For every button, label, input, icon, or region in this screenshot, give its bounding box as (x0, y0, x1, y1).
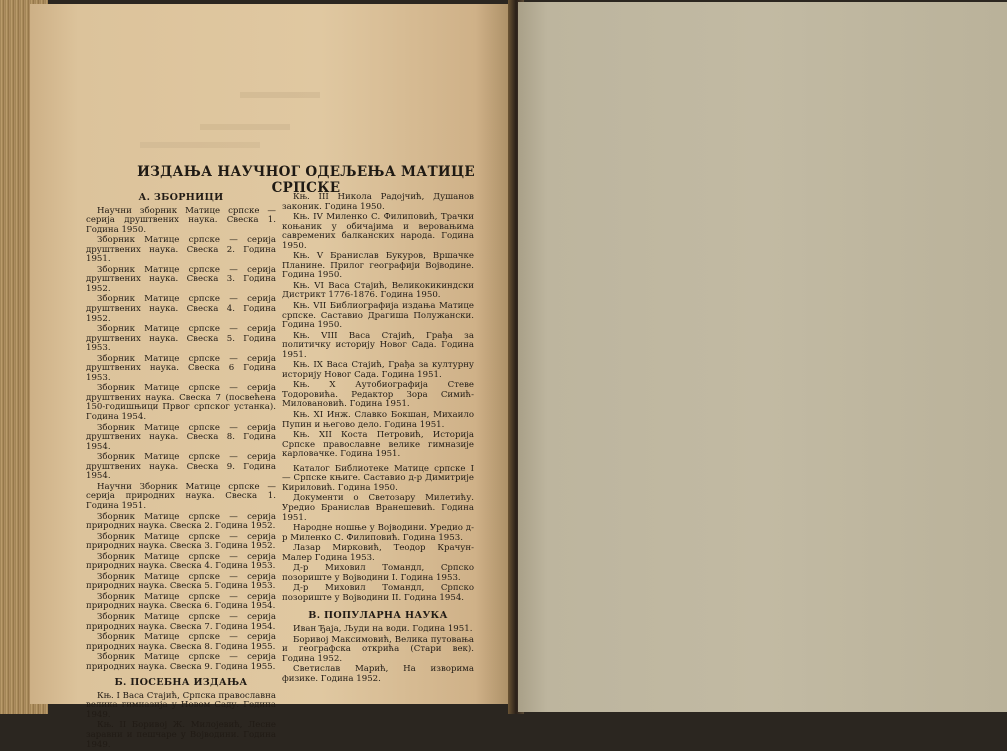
list-item: Зборник Матице српске — серија природних наука. Свеска 6. Година 1954. (86, 591, 276, 612)
left-column (86, 193, 276, 751)
list-item: Књ. VIII Васа Стајић, Грађа за политичку историју Новог Сада. Година 1951. (282, 330, 474, 360)
list-item: Научни зборник Матице српске — серија друштвених наука. Свеска 1. Година 1950. (86, 205, 276, 235)
list-item: Светислав Марић, На изворима физике. Година 1952. (282, 664, 474, 684)
list-item: Зборник Матице српске — серија природних наука. Свеска 4. Година 1953. (86, 551, 276, 572)
list-item: Зборник Матице српске — серија друштвених наука. Свеска 3. Година 1952. (86, 264, 276, 294)
list-item: Документи о Светозару Милетићу. Уредио Бранислав Вранешевић. Година 1951. (282, 493, 474, 523)
list-item: Зборник Матице српске — серија друштвених наука. Свеска 2. Година 1951. (86, 235, 276, 265)
list-item: Зборник Матице српске — серија природних наука. Свеска 9. Година 1955. (86, 652, 276, 672)
list-item: Књ. XI Инж. Славко Бокшан, Михаило Пупин и његово дело. Година 1951. (282, 410, 474, 430)
list-item: Зборник Матице српске — серија природних наука. Свеска 5. Година 1953. (86, 571, 276, 592)
list-item: Књ. XII Коста Петровић, Историја Српске православне велике гимназије карловачке. Година 1951. (282, 430, 474, 460)
right-column (282, 193, 474, 685)
list-item: Каталог Библиотеке Матице српске I — Српске књиге. Саставио д-р Димитрије Кириловић. Година 1950. (282, 463, 474, 493)
list-item: Зборник Матице српске — серија друштвених наука. Свеска 8. Година 1954. (86, 422, 276, 452)
list-item: Народне ношње у Војводини. Уредио д-р Миленко С. Филиповић. Година 1953. (282, 523, 474, 543)
section-heading-b: Б. ПОСЕБНА ИЗДАЊА (114, 677, 248, 689)
list-item: Књ. IX Васа Стајић, Грађа за културну историју Новог Сада. Година 1951. (282, 360, 474, 380)
list-item: Књ. VII Библиографија издања Матице српске. Саставио Драгиша Полужански. Година 1950. (282, 301, 474, 331)
show-through-mark (200, 124, 290, 130)
list-item: Иван Ђаја, Људи на води. Година 1951. (293, 623, 473, 634)
section-heading-v: В. ПОПУЛАРНА НАУКА (308, 610, 448, 622)
list-item: Књ. X Аутобиографија Стеве Тодоровића. Редактор Зора Симић-Миловановић. Година 1951. (282, 380, 474, 410)
list-item: Боривој Максимовић, Велика путовања и географска открића (Стари век). Година 1952. (282, 634, 474, 664)
list-item: Д-р Миховил Томандл, Српско позориште у Војводини I. Година 1953. (282, 563, 474, 583)
section-heading-a: А. ЗБОРНИЦИ (138, 192, 224, 203)
list-item: Зборник Матице српске — серија друштвених наука. Свеска 7 (посвећена 150-годишњици Првог српског устанка). Година 1954. (86, 383, 276, 423)
list-item: Зборник Матице српске — серија друштвених наука. Свеска 5. Година 1953. (86, 324, 276, 354)
list-item: Зборник Матице српске — серија природних наука. Свеска 3. Година 1952. (86, 531, 276, 552)
show-through-mark (240, 92, 320, 98)
list-item: Књ. III Никола Радојчић, Душанов законик. Година 1950. (282, 192, 474, 212)
list-item: Научни Зборник Матице српске — серија природних наука. Свеска 1. Година 1951. (86, 481, 276, 511)
page-title: ИЗДАЊА НАУЧНОГ ОДЕЉЕЊА МАТИЦЕ СРПСКЕ (137, 164, 475, 196)
list-item: Књ. II Боривој Ж. Милојевић, Лесне заравни и пешчаре у Војводини. Година 1949. (86, 720, 276, 750)
list-item: Књ. VI Васа Стајић, Великокикиндски Дистрикт 1776-1876. Година 1950. (282, 280, 474, 301)
list-item: Лазар Мирковић, Теодор Крачун-Малер Година 1953. (282, 543, 474, 563)
list-item: Зборник Матице српске — серија природних наука. Свеска 8. Година 1955. (86, 632, 276, 652)
right-page-blank (518, 2, 1007, 712)
show-through-mark (140, 142, 260, 148)
list-item: Д-р Миховил Томандл, Српско позориште у Војводини II. Година 1954. (282, 583, 474, 603)
list-item: Књ. IV Миленко С. Филиповић, Трачки коњаник у обичајима и веровањима савремених балканских народа. Година 1950. (282, 212, 474, 251)
list-item: Зборник Матице српске — серија природних наука. Свеска 2. Година 1952. (86, 511, 276, 532)
list-item: Зборник Матице српске — серија друштвених наука. Свеска 6 Година 1953. (86, 353, 276, 383)
list-item: Зборник Матице српске — серија друштвених наука. Свеска 9. Година 1954. (86, 452, 276, 482)
list-item: Књ. V Бранислав Букуров, Вршачке Планине. Прилог географији Војводине. Година 1950. (282, 251, 474, 281)
list-item: Зборник Матице српске — серија друштвених наука. Свеска 4. Година 1952. (86, 294, 276, 324)
list-item: Књ. I Васа Стајић, Српска православна велика гимназија у Новом Саду. Година 1949. (86, 690, 276, 720)
list-item: Зборник Матице српске — серија природних наука. Свеска 7. Година 1954. (86, 611, 276, 632)
